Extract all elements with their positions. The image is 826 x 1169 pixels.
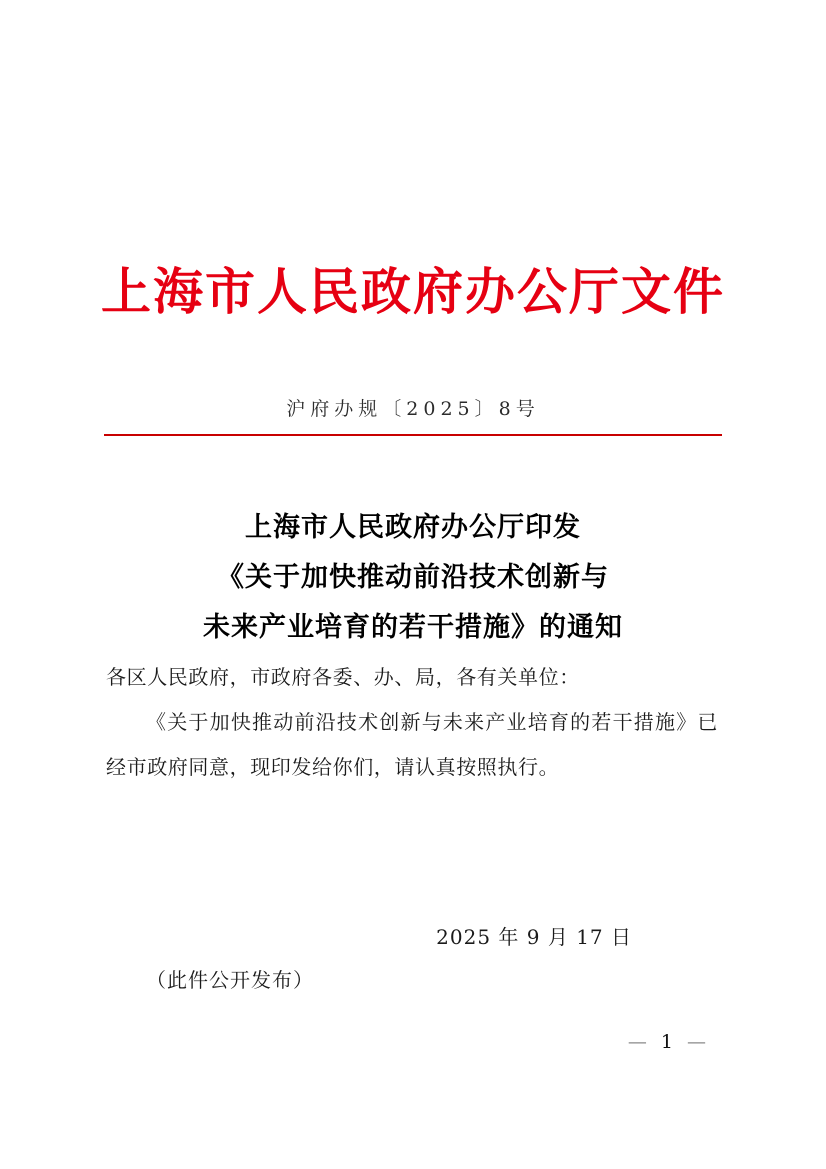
- red-divider-line: [104, 434, 722, 436]
- page-number-right-dash: —: [687, 1031, 706, 1053]
- page-number: [628, 1030, 706, 1054]
- notice-title-line-2: 《关于加快推动前沿技术创新与: [217, 562, 609, 593]
- issue-date: 2025 年 9 月 17 日: [436, 925, 632, 949]
- body-paragraph: 《关于加快推动前沿技术创新与未来产业培育的若干措施》已经市政府同意，现印发给你们，请认真按照执行。: [106, 710, 718, 779]
- notice-body: [106, 655, 718, 790]
- salutation: 各区人民政府，市政府各委、办、局，各有关单位：: [106, 665, 580, 689]
- notice-title-line-3: 未来产业培育的若干措施》的通知: [203, 612, 623, 643]
- notice-title: [0, 503, 826, 653]
- publish-note: （此件公开发布）: [146, 968, 314, 992]
- notice-title-line-1: 上海市人民政府办公厅印发: [245, 512, 581, 543]
- page-number-left-dash: —: [627, 1031, 647, 1053]
- page-number-value: 1: [660, 1031, 673, 1053]
- letterhead-title: 上海市人民政府办公厅文件: [101, 262, 725, 321]
- doc-number: 沪府办规〔2025〕8号: [286, 398, 540, 420]
